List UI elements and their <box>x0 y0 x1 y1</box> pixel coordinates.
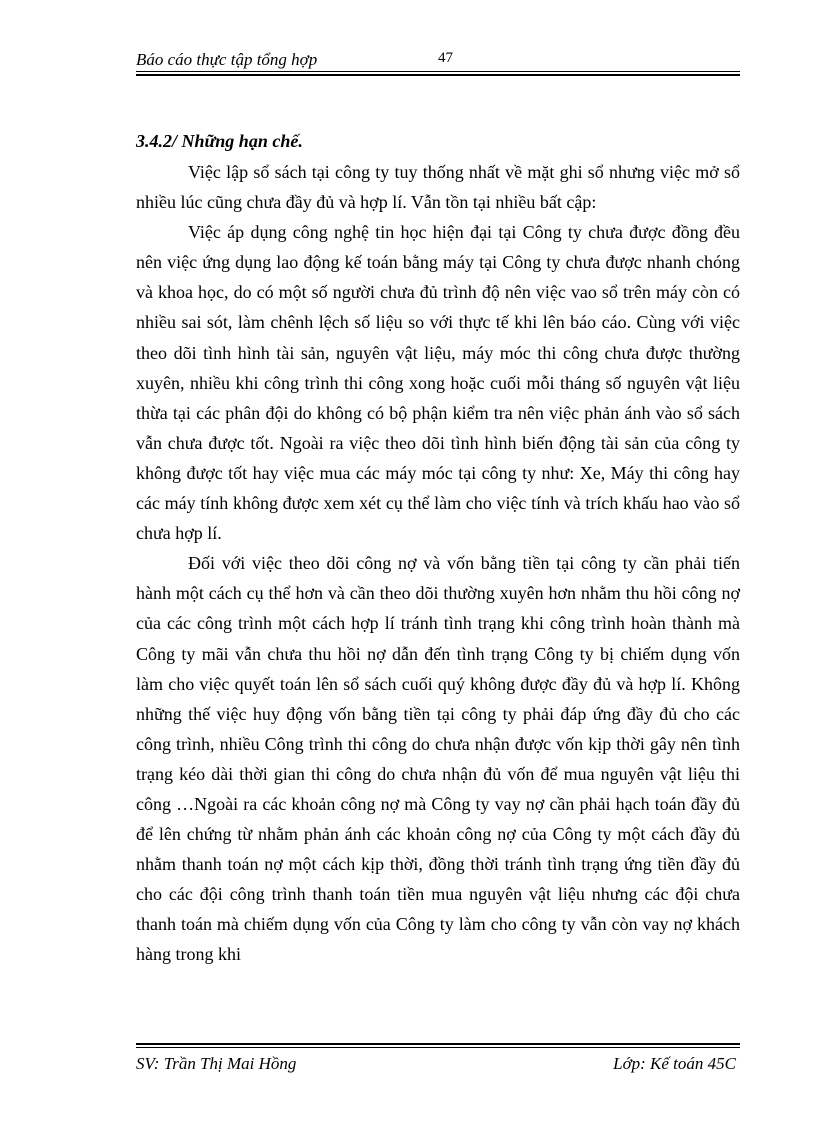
footer-rule-top <box>136 1043 740 1045</box>
body-text <box>136 157 740 970</box>
header-rule-bottom <box>136 74 740 76</box>
paragraph: Việc áp dụng công nghệ tin học hiện đại tại Công ty chưa được đồng đều nên việc ứng dụng lao động kế toán bằng máy tại Công ty chưa được nhanh chóng và khoa học, do có một số người chưa đủ trình độ nên việc vao sổ trên máy còn có nhiều sai sót, làm chênh lệch số liệu so với thực tế khi lên báo cáo. Cùng với việc theo dõi tình hình tài sản, nguyên vật liệu, máy móc thi công chưa được thường xuyên, nhiều khi công trình thi công xong hoặc cuối mỗi tháng số nguyên vật liệu thừa tại các phân đội do không có bộ phận kiểm tra nên việc phản ánh vào sổ sách vẫn chưa được tốt. Ngoài ra việc theo dõi tình hình biến động tài sản của công ty không được tốt hay việc mua các máy móc tại công ty như: Xe, Máy thi công hay các máy tính không được xem xét cụ thể làm cho việc tính và trích khấu hao vào sổ chưa hợp lí. <box>136 222 740 544</box>
header-rule-top <box>136 71 740 72</box>
header-title: Báo cáo thực tập tổng hợp <box>136 50 318 69</box>
paragraph: Việc lập sổ sách tại công ty tuy thống nhất về mặt ghi sổ nhưng việc mở sổ nhiều lúc cũng chưa đầy đủ và hợp lí. Vẫn tồn tại nhiều bất cập: <box>136 162 740 213</box>
footer-class: Lớp: Kế toán 45C <box>613 1054 736 1073</box>
paragraph: Đối với việc theo dõi công nợ và vốn bằng tiền tại công ty cần phải tiến hành một cách cụ thể hơn và cần theo dõi thường xuyên hơn nhằm thu hồi công nợ của các công trình một cách hợp lí tránh tình trạng khi công trình hoàn thành mà Công ty mãi vẫn chưa thu hồi nợ dẫn đến tình trạng Công ty bị chiếm dụng vốn làm cho việc quyết toán lên sổ sách cuối quý không được đầy đủ và hợp lí. Không những thế việc huy động vốn bằng tiền tại công ty phải đáp ứng đầy đủ cho các công trình, nhiều Công trình thi công do chưa nhận được vốn kịp thời gây nên tình trạng kéo dài thời gian thi công do chưa nhận đủ vốn để mua nguyên vật liệu thi công …Ngoài ra các khoản công nợ mà Công ty vay nợ cần phải hạch toán đầy đủ để lên chứng từ nhằm phản ánh các khoản công nợ của Công ty một cách đầy đủ nhằm thanh toán nợ một cách kịp thời, đồng thời tránh tình trạng ứng tiền đầy đủ cho các đội công trình thanh toán tiền mua nguyên vật liệu nhưng các đội chưa thanh toán mà chiếm dụng vốn của Công ty làm cho công ty vẫn còn vay nợ khách hàng trong khi <box>136 553 740 965</box>
footer-student-name: SV: Trần Thị Mai Hồng <box>136 1054 297 1073</box>
page-header <box>136 50 740 72</box>
section-heading: 3.4.2/ Những hạn chế. <box>136 131 303 151</box>
page-number: 47 <box>438 50 453 66</box>
footer-rule-bottom <box>136 1047 740 1048</box>
